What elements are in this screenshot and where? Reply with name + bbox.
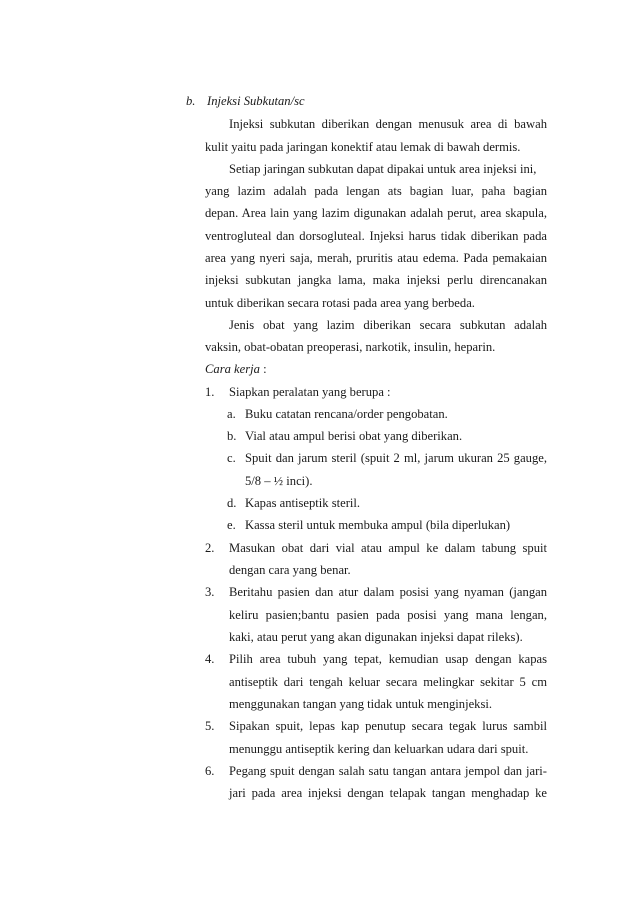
paragraph-line: depan. Area lain yang lazim digunakan adalah perut, area skapula, xyxy=(205,206,547,220)
sub-item-text: Vial atau ampul berisi obat yang diberikan. xyxy=(245,429,463,443)
step-number: 2. xyxy=(205,541,215,555)
sub-item-text: Buku catatan rencana/order pengobatan. xyxy=(245,407,448,421)
paragraph-line: Setiap jaringan subkutan dapat dipakai untuk area injeksi ini, xyxy=(229,162,537,176)
paragraph-line: yang lazim adalah pada lengan ats bagian luar, paha bagian xyxy=(205,184,547,198)
step-text: Pilih area tubuh yang tepat, kemudian usap dengan kapas xyxy=(229,652,547,666)
step-text: Beritahu pasien dan atur dalam posisi yang nyaman (jangan xyxy=(229,585,547,599)
step-text: dengan cara yang benar. xyxy=(229,563,351,577)
step-text: Pegang spuit dengan salah satu tangan antara jempol dan jari- xyxy=(229,764,547,778)
step-number: 5. xyxy=(205,719,215,733)
sub-item-text: Kapas antiseptik steril. xyxy=(245,496,361,510)
step-text: Masukan obat dari vial atau ampul ke dalam tabung spuit xyxy=(229,541,547,555)
procedure-label xyxy=(205,362,267,377)
step-text: jari pada area injeksi dengan telapak tangan menghadap ke xyxy=(229,786,547,800)
paragraph-line: Jenis obat yang lazim diberikan secara subkutan adalah xyxy=(229,318,547,332)
step-text: menggunakan tangan yang tidak untuk menginjeksi. xyxy=(229,697,493,711)
step-text: keliru pasien;bantu pasien pada posisi yang mana lengan, xyxy=(229,608,547,622)
procedure-label-text: Cara kerja xyxy=(205,362,260,376)
paragraph-line: Injeksi subkutan diberikan dengan menusuk area di bawah xyxy=(229,117,547,131)
sub-item-letter: c. xyxy=(227,451,236,465)
step-number: 1. xyxy=(205,385,215,399)
step-text: Siapkan peralatan yang berupa : xyxy=(229,385,391,399)
sub-item-text: Spuit dan jarum steril (spuit 2 ml, jarum ukuran 25 gauge, xyxy=(245,451,547,465)
step-text: antiseptik dari tengah keluar secara melingkar sekitar 5 cm xyxy=(229,675,547,689)
paragraph-line: untuk diberikan secara rotasi pada area yang berbeda. xyxy=(205,296,475,310)
step-text: kaki, atau perut yang akan digunakan injeksi dapat rileks). xyxy=(229,630,523,644)
procedure-label-colon: : xyxy=(259,362,267,376)
sub-item-letter: b. xyxy=(227,429,237,443)
sub-item-text: Kassa steril untuk membuka ampul (bila diperlukan) xyxy=(245,518,511,532)
step-number: 3. xyxy=(205,585,215,599)
paragraph-line: kulit yaitu pada jaringan konektif atau lemak di bawah dermis. xyxy=(205,140,521,154)
paragraph-line: vaksin, obat-obatan preoperasi, narkotik, insulin, heparin. xyxy=(205,340,496,354)
step-number: 4. xyxy=(205,652,215,666)
paragraph-line: ventrogluteal dan dorsogluteal. Injeksi harus tidak diberikan pada xyxy=(205,229,547,243)
step-text: menunggu antiseptik kering dan keluarkan udara dari spuit. xyxy=(229,742,529,756)
section-marker: b. xyxy=(186,94,196,108)
sub-item-letter: d. xyxy=(227,496,237,510)
sub-item-letter: e. xyxy=(227,518,236,532)
paragraph-line: area yang nyeri saja, merah, pruritis atau edema. Pada pemakaian xyxy=(205,251,547,265)
section-title: Injeksi Subkutan/sc xyxy=(207,94,305,108)
sub-item-letter: a. xyxy=(227,407,236,421)
sub-item-text: 5/8 – ½ inci). xyxy=(245,474,313,488)
step-number: 6. xyxy=(205,764,215,778)
step-text: Sipakan spuit, lepas kap penutup secara tegak lurus sambil xyxy=(229,719,547,733)
paragraph-line: injeksi subkutan jangka lama, maka injeksi perlu direncanakan xyxy=(205,273,547,287)
